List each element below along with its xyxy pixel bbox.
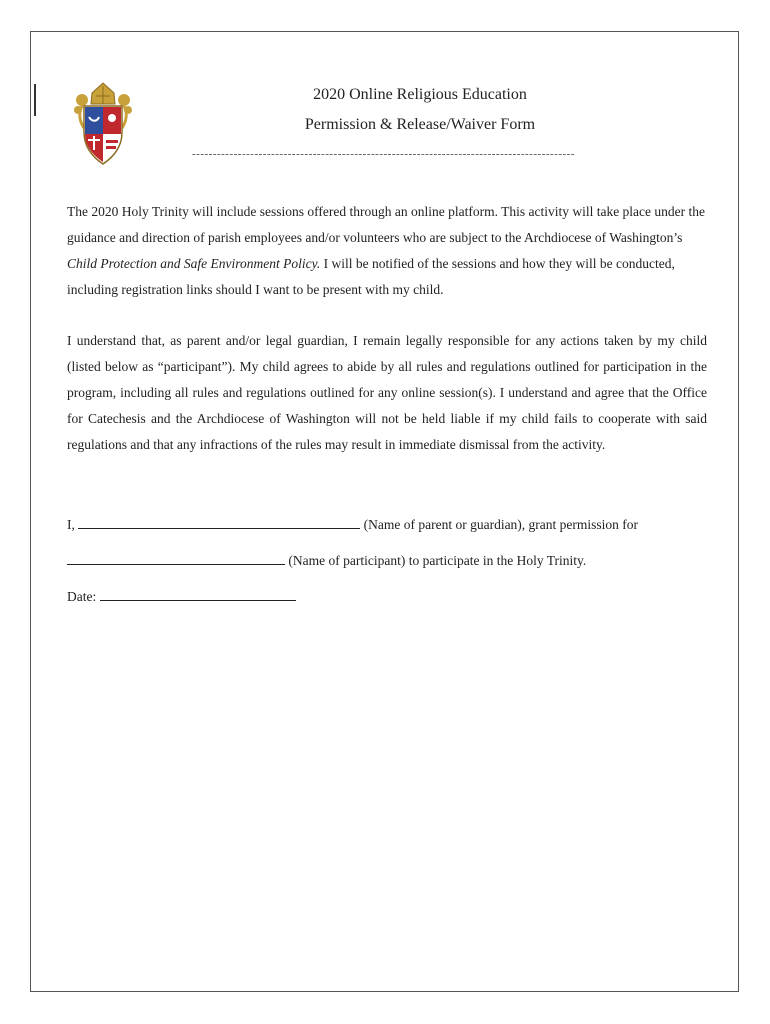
- parent-prefix: I,: [67, 517, 75, 532]
- participant-suffix: (Name of participant) to participate in the Holy Trinity.: [288, 553, 587, 568]
- intro-text-start: The 2020 Holy Trinity will include sessions offered through an online platform. This activity will take place under the guidance and direction of parish employees and/or volunteers who are subject to the Archdiocese of Washington’s: [67, 204, 706, 246]
- form-subtitle: Permission & Release/Waiver Form: [304, 116, 536, 133]
- date-field[interactable]: [100, 586, 296, 601]
- parent-suffix: (Name of parent or guardian), grant permission for: [363, 517, 639, 532]
- text-cursor: [34, 84, 36, 116]
- liability-paragraph: I understand that, as parent and/or legal guardian, I remain legally responsible for any actions taken by my child (listed below as “participant”). My child agrees to abide by all rules and regulations outlined for participation in the program, including all rules and regulations outlined for any online session(s). I understand and agree that the Office for Catechesis and the Archdiocese of Washington will not be held liable if my child fails to cooperate with said regulations and that any infractions of the rules may result in immediate dismissal from the activity.: [67, 333, 707, 453]
- policy-name: Child Protection and Safe Environment Policy.: [67, 256, 321, 272]
- header-divider: --------------------------------------------------------------------------------------------: [192, 148, 576, 160]
- parent-name-field[interactable]: [78, 514, 360, 529]
- participant-line: [67, 550, 586, 571]
- archdiocese-coat-of-arms-icon: [70, 80, 136, 168]
- intro-paragraph: [67, 199, 707, 303]
- parent-permission-line: [67, 514, 638, 535]
- intro-text-end: I will be notified of the sessions and how they will be conducted, including registration links should I want to be present with my child.: [67, 256, 675, 298]
- form-title: 2020 Online Religious Education: [313, 86, 527, 103]
- date-line: [67, 586, 296, 607]
- page-border: [30, 31, 739, 992]
- date-label: Date:: [67, 589, 97, 604]
- participant-name-field[interactable]: [67, 550, 285, 565]
